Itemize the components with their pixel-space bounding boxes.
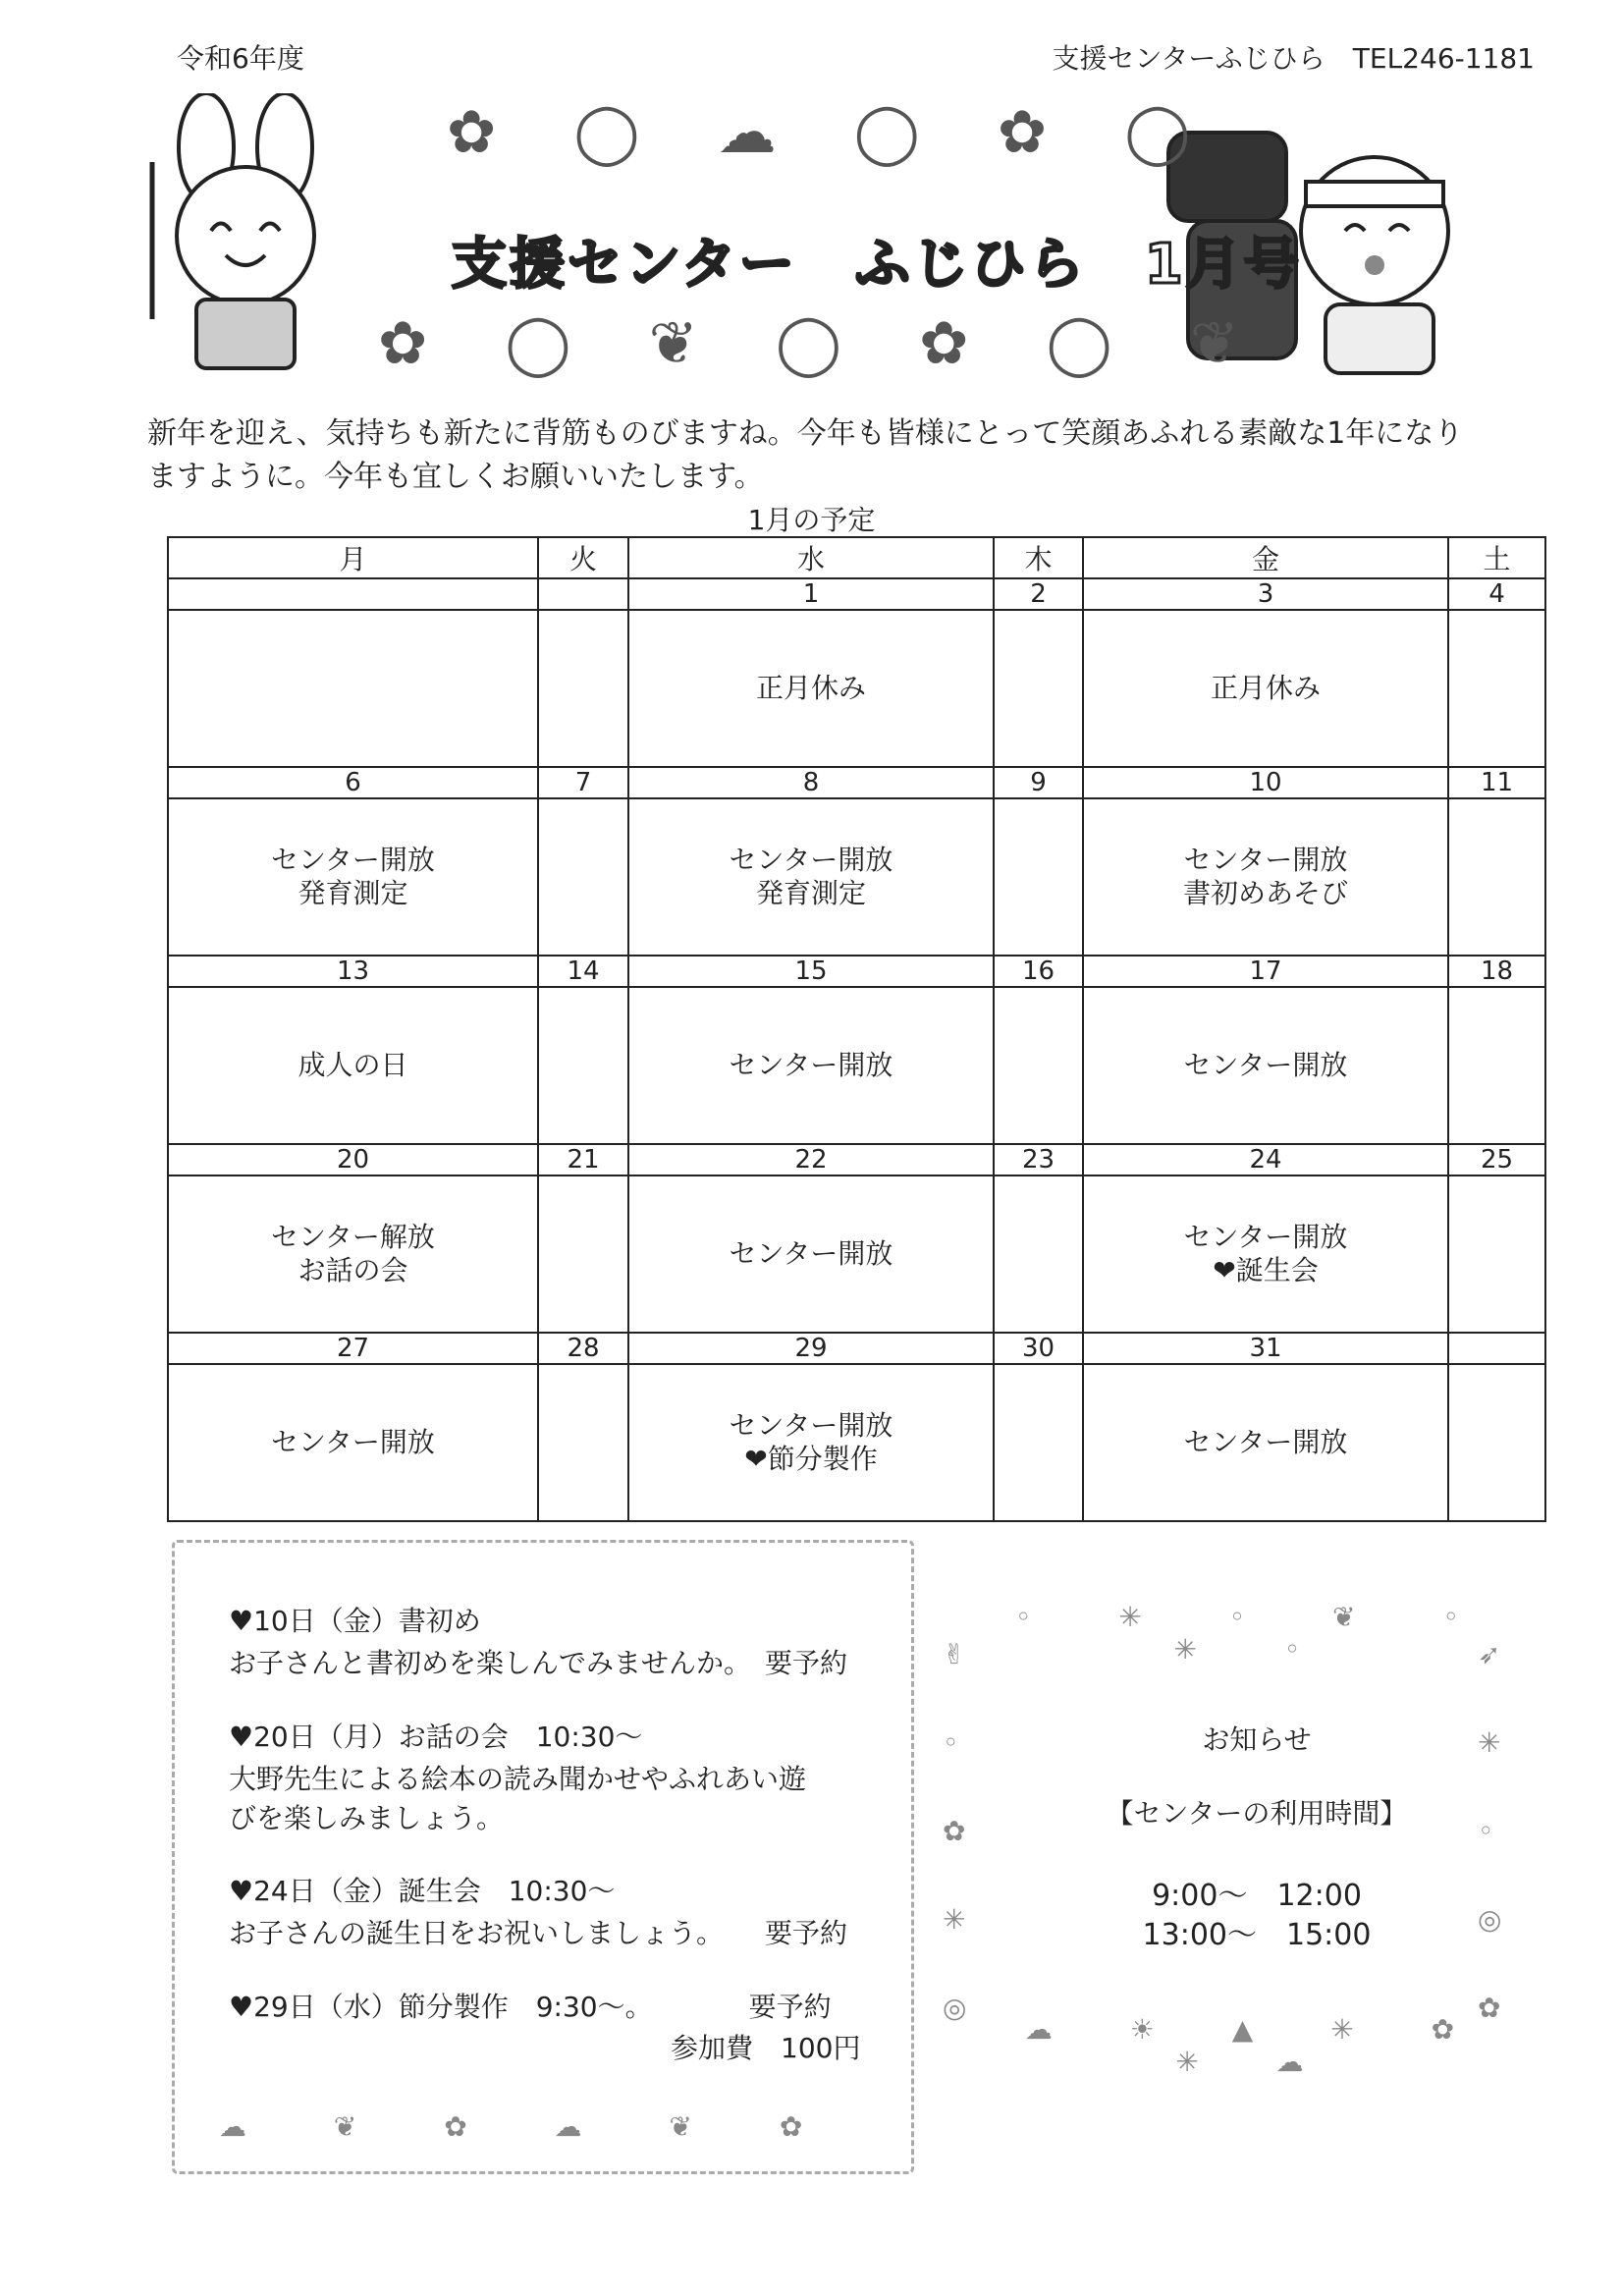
notice-1-title: ♥10日（金）書初め — [229, 1605, 481, 1637]
event-cell — [1083, 1175, 1448, 1333]
date-cell: 17 — [1083, 956, 1448, 987]
event-cell — [538, 610, 628, 767]
event-row — [168, 610, 1545, 767]
right-border-decoration-icon: ➶ ✳ ◦ ◎ ✿ — [1478, 1638, 1502, 2024]
event-label: 成人の日 — [298, 1049, 408, 1081]
event-cell — [538, 1175, 628, 1333]
notice-2-body-2: びを楽しみましょう。 — [229, 1802, 505, 1834]
event-cell — [538, 987, 628, 1144]
event-cell — [994, 610, 1083, 767]
date-cell: 24 — [1083, 1144, 1448, 1175]
event-label: 正月休み — [1210, 672, 1321, 704]
event-cell — [1448, 987, 1545, 1144]
date-cell: 4 — [1448, 578, 1545, 610]
schedule-title: 1月の予定 — [747, 504, 876, 536]
weekday-sat: 土 — [1448, 537, 1545, 578]
date-cell: 13 — [168, 956, 538, 987]
event-label: 発育測定 — [298, 877, 408, 909]
date-cell: 18 — [1448, 956, 1545, 987]
event-cell — [1448, 1364, 1545, 1521]
event-cell — [168, 987, 538, 1144]
event-row — [168, 798, 1545, 956]
event-cell — [538, 1364, 628, 1521]
usage-hours-afternoon: 13:00～ 15:00 — [1142, 1918, 1372, 1952]
event-cell — [994, 798, 1083, 956]
info-panel — [982, 1581, 1532, 2078]
event-label: センター開放 — [729, 844, 893, 876]
weekday-thu: 木 — [994, 537, 1083, 578]
left-border-decoration-icon: ✌ ◦ ✿ ✳ ◎ — [943, 1638, 967, 2024]
center-contact: 支援センターふじひら TEL246-1181 — [1052, 42, 1535, 75]
event-cell — [1448, 610, 1545, 767]
info-title: お知らせ — [1202, 1723, 1312, 1756]
event-label: 発育測定 — [755, 877, 866, 909]
sparkle-decoration-icon: ◦ ✳ ◦ ❦ ◦ ✳ ◦ — [1014, 1601, 1499, 1666]
date-cell: 25 — [1448, 1144, 1545, 1175]
date-row — [168, 578, 1545, 610]
weekday-tue: 火 — [538, 537, 628, 578]
event-label: センター開放 — [729, 1049, 893, 1081]
event-row — [168, 987, 1545, 1144]
event-cell — [628, 1364, 994, 1521]
event-cell — [1448, 1175, 1545, 1333]
event-label: センター開放 — [1183, 1221, 1348, 1253]
event-row — [168, 1175, 1545, 1333]
date-cell: 27 — [168, 1333, 538, 1364]
date-cell: 22 — [628, 1144, 994, 1175]
sunrise-fuji-decoration-icon: ☁ ☀ ▲ ✳ ✿ ✳ ☁ — [1024, 2013, 1489, 2078]
date-cell: 1 — [628, 578, 994, 610]
event-cell — [538, 798, 628, 956]
plum-pine-decoration-icon: ✿ ◯ ☁ ◯ ✿ ◯ — [447, 98, 1220, 167]
event-label: 書初めあそび — [1182, 877, 1348, 909]
event-label: センター開放 — [271, 1426, 435, 1458]
notice-2-title: ♥20日（月）お話の会 10:30～ — [229, 1721, 643, 1753]
date-row — [168, 767, 1545, 798]
event-label: センター開放 — [1183, 1426, 1348, 1458]
notice-3-title: ♥24日（金）誕生会 10:30～ — [229, 1875, 616, 1907]
date-cell: 11 — [1448, 767, 1545, 798]
date-cell: 16 — [994, 956, 1083, 987]
plum-bamboo-decoration-icon: ✿ ◯ ❦ ◯ ✿ ◯ ❦ — [378, 309, 1269, 378]
date-cell: 28 — [538, 1333, 628, 1364]
date-cell: 21 — [538, 1144, 628, 1175]
weekday-fri: 金 — [1083, 537, 1448, 578]
event-label: センター開放 — [729, 1409, 893, 1442]
notice-4-title: ♥29日（水）節分製作 9:30～。 要予約 — [229, 1991, 832, 2023]
fiscal-year: 令和6年度 — [177, 42, 304, 75]
event-cell — [628, 987, 994, 1144]
date-row — [168, 1144, 1545, 1175]
rabbit-illustration-icon — [113, 93, 378, 388]
date-cell: 30 — [994, 1333, 1083, 1364]
weekday-wed: 水 — [628, 537, 994, 578]
intro-greeting: 新年を迎え、気持ちも新たに背筋ものびますね。今年も皆様にとって笑顔あふれる素敵な1年になりますように。今年も宜しくお願いいたします。 — [147, 416, 1464, 494]
event-cell — [1083, 610, 1448, 767]
date-cell: 9 — [994, 767, 1083, 798]
date-cell: 2 — [994, 578, 1083, 610]
event-cell — [628, 798, 994, 956]
date-cell: 10 — [1083, 767, 1448, 798]
event-label: センター開放 — [729, 1237, 893, 1270]
event-cell — [1083, 798, 1448, 956]
usage-hours-label: 【センターの利用時間】 — [1106, 1797, 1408, 1830]
event-label: ❤誕生会 — [1213, 1254, 1319, 1286]
weekday-mon: 月 — [168, 537, 538, 578]
newsletter-title: 支援センター ふじひら 1月号 — [452, 233, 1302, 297]
event-label: 正月休み — [755, 672, 866, 704]
event-label: センター開放 — [1183, 844, 1348, 876]
notice-1-body: お子さんと書初めを楽しんでみませんか。 要予約 — [229, 1647, 848, 1679]
notice-2-body-1: 大野先生による絵本の読み聞かせやふれあい遊 — [229, 1763, 807, 1795]
date-cell — [538, 578, 628, 610]
event-cell — [994, 1175, 1083, 1333]
event-cell — [168, 1364, 538, 1521]
event-cell — [168, 1175, 538, 1333]
date-cell: 15 — [628, 956, 994, 987]
date-cell: 8 — [628, 767, 994, 798]
date-row — [168, 956, 1545, 987]
date-cell: 31 — [1083, 1333, 1448, 1364]
event-label: センター開放 — [1183, 1049, 1348, 1081]
date-cell: 20 — [168, 1144, 538, 1175]
calendar-body — [168, 578, 1545, 1521]
weekday-header-row — [168, 537, 1545, 578]
date-cell: 3 — [1083, 578, 1448, 610]
date-cell — [1448, 1333, 1545, 1364]
event-cell — [1448, 798, 1545, 956]
event-cell — [168, 610, 538, 767]
event-label: センター解放 — [271, 1221, 435, 1253]
date-cell: 23 — [994, 1144, 1083, 1175]
date-cell: 29 — [628, 1333, 994, 1364]
event-label: ❤節分製作 — [744, 1443, 878, 1475]
cloud-bamboo-decoration-icon: ☁ ❦ ✿ ☁ ❦ ✿ — [219, 2110, 842, 2143]
event-row — [168, 1364, 1545, 1521]
event-cell — [628, 1175, 994, 1333]
date-cell: 6 — [168, 767, 538, 798]
usage-hours-morning: 9:00～ 12:00 — [1152, 1879, 1362, 1913]
event-cell — [994, 1364, 1083, 1521]
event-cell — [628, 610, 994, 767]
date-cell: 14 — [538, 956, 628, 987]
event-cell — [1083, 1364, 1448, 1521]
event-cell — [168, 798, 538, 956]
schedule-calendar — [167, 536, 1546, 1522]
date-cell — [168, 578, 538, 610]
event-cell — [994, 987, 1083, 1144]
event-notices-box — [172, 1540, 914, 2174]
event-label: センター開放 — [271, 844, 435, 876]
event-cell — [1083, 987, 1448, 1144]
notice-4-fee: 参加費 100円 — [671, 2032, 861, 2064]
date-cell: 7 — [538, 767, 628, 798]
date-row — [168, 1333, 1545, 1364]
notice-3-body: お子さんの誕生日をお祝いしましょう。 要予約 — [229, 1917, 848, 1949]
event-label: お話の会 — [298, 1254, 408, 1286]
